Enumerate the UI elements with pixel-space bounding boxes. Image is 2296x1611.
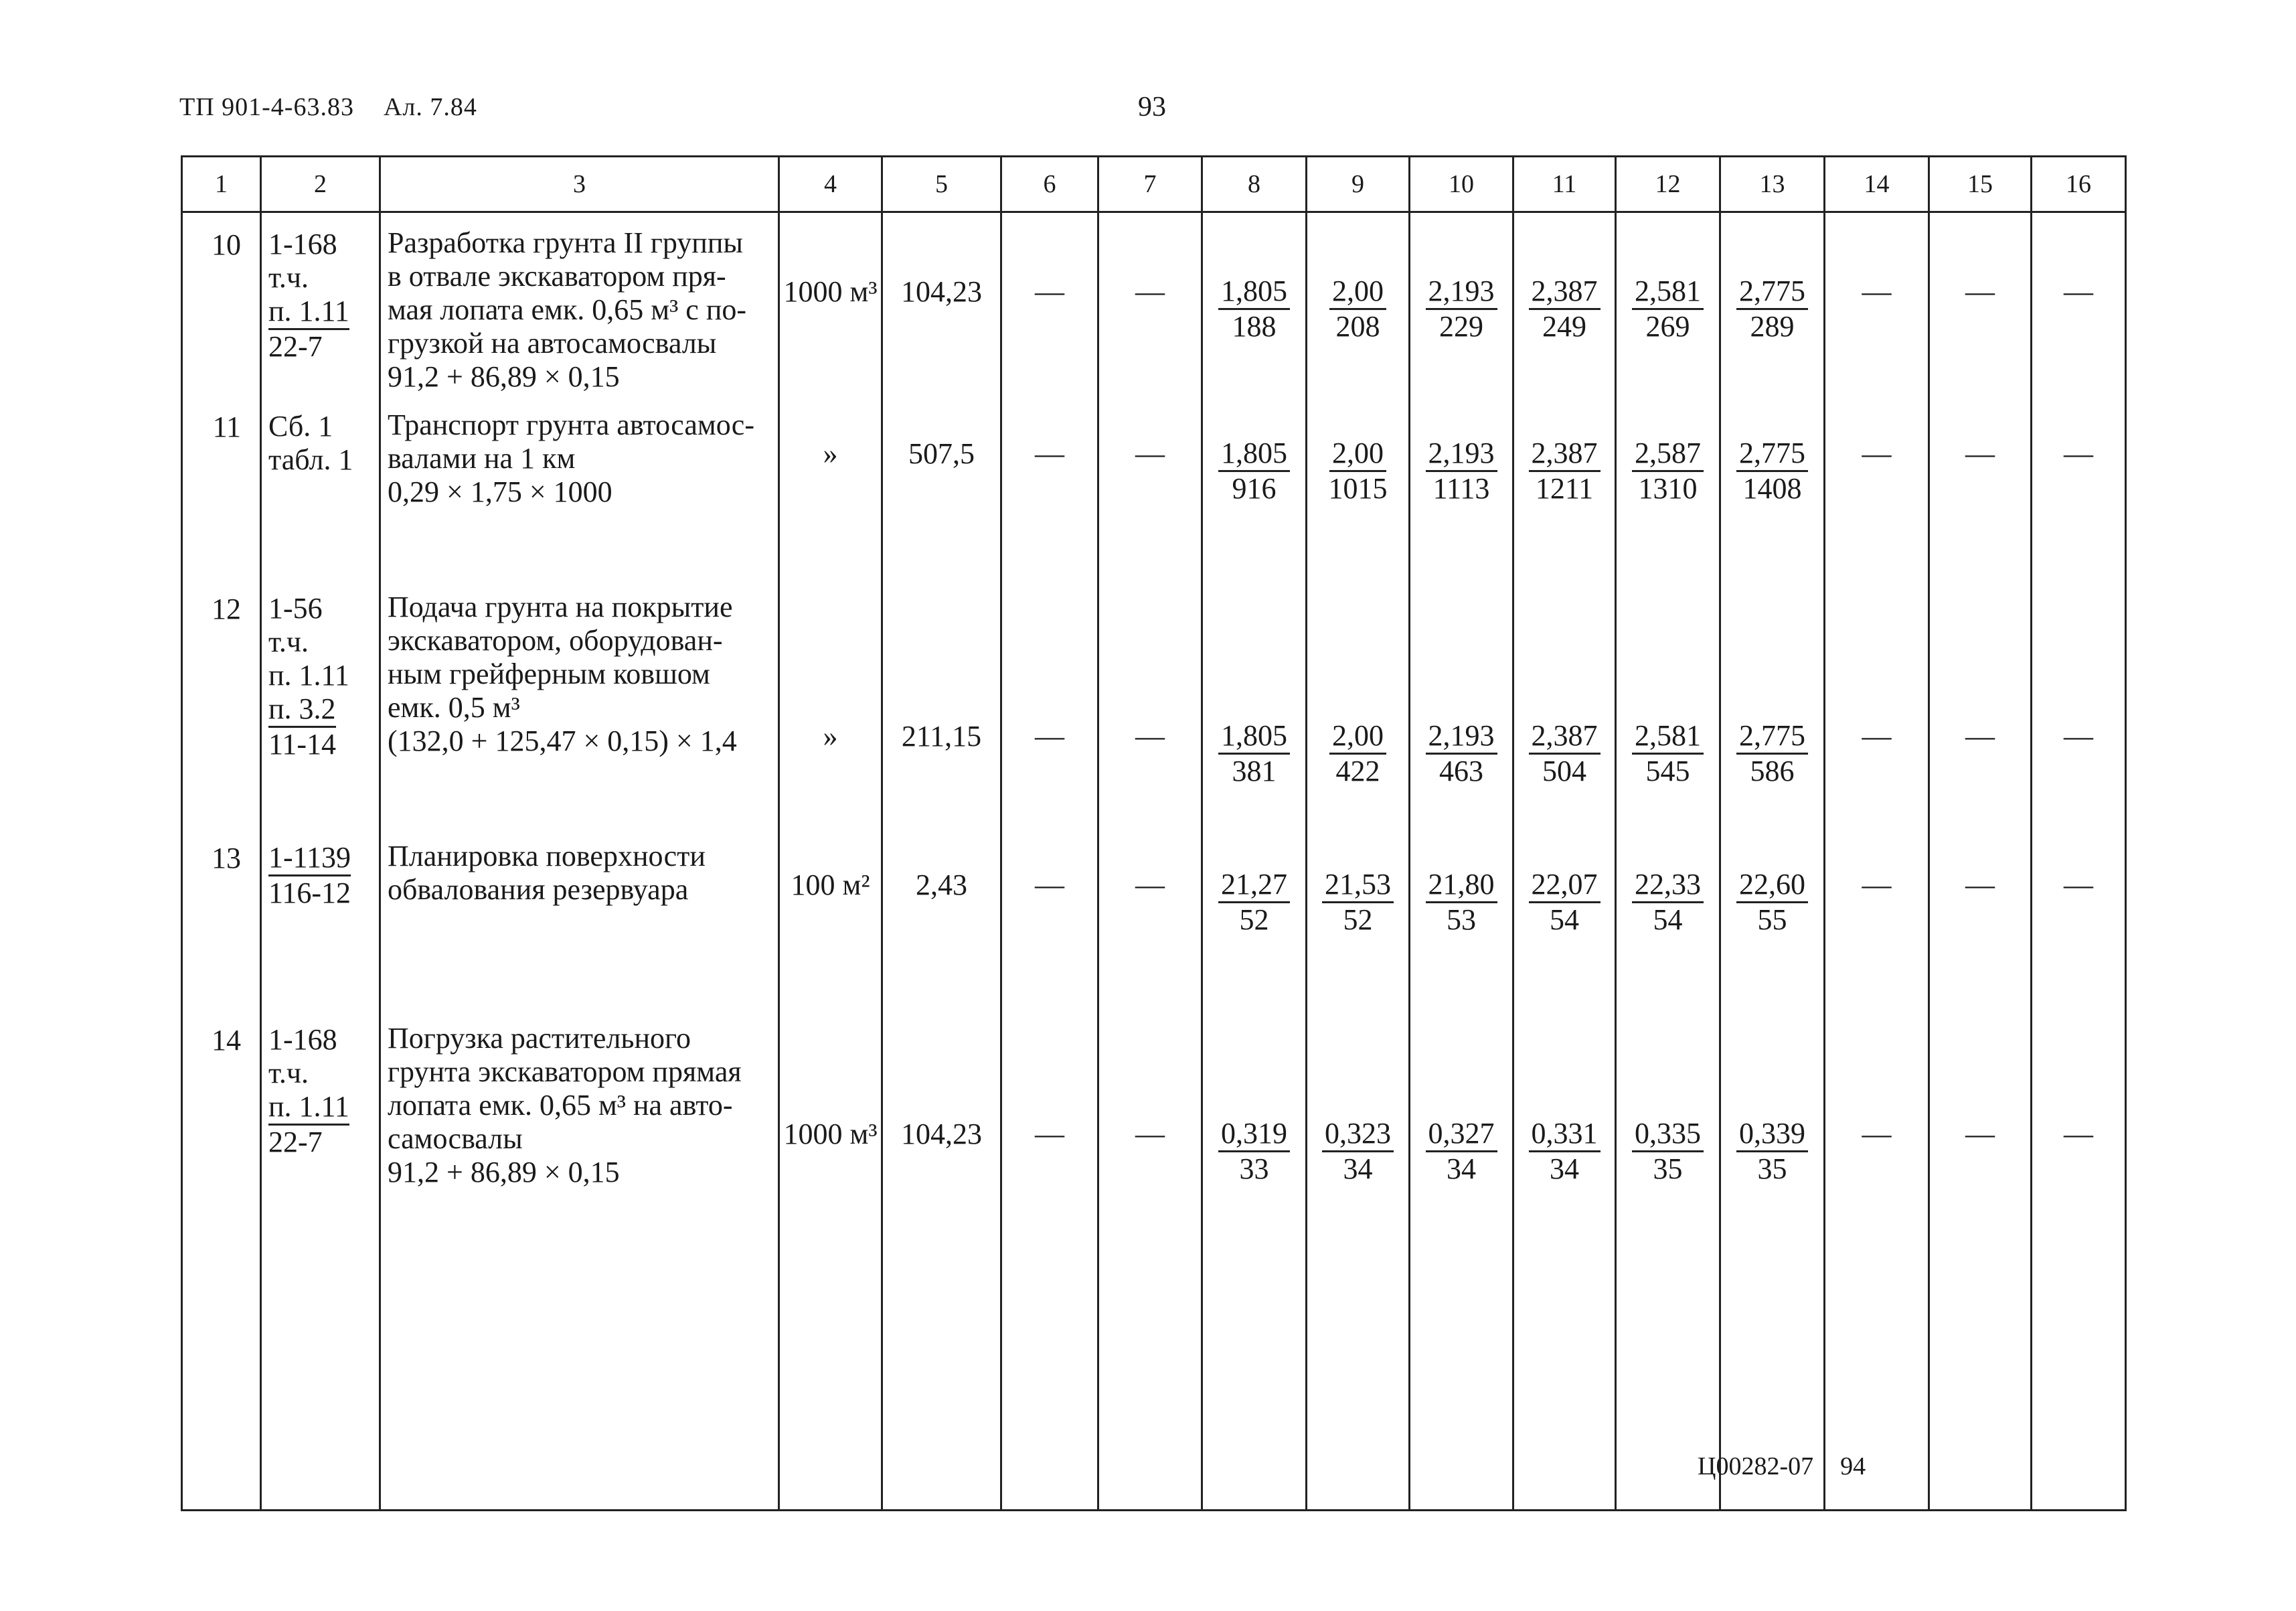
- c15-value: —: [1965, 437, 1995, 470]
- fraction-value: [1514, 437, 1615, 506]
- col7-value: —: [1135, 437, 1165, 470]
- fraction-numerator: 2,587: [1632, 437, 1704, 472]
- row-number: 13: [182, 826, 261, 1008]
- norm-reference: [261, 1008, 380, 1511]
- fraction-denominator: 916: [1232, 472, 1277, 505]
- c14-value: —: [1862, 868, 1892, 901]
- work-description-line: Транспорт грунта автосамос-: [388, 408, 754, 441]
- work-description-line: 0,29 × 1,75 × 1000: [388, 475, 612, 508]
- c14-value: —: [1862, 720, 1892, 753]
- fraction-value: [1307, 437, 1408, 506]
- c15-value: —: [1965, 275, 1995, 308]
- fraction-denominator: 1408: [1742, 472, 1802, 505]
- c16-value: —: [2064, 1118, 2093, 1150]
- col6-value: —: [1035, 437, 1064, 470]
- fraction-denominator: 289: [1750, 310, 1795, 343]
- norm-reference-line: п. 1.11: [268, 295, 349, 330]
- fraction-value: [1514, 1117, 1615, 1186]
- work-description-line: Погрузка растительного: [388, 1022, 691, 1055]
- quantity: 507,5: [908, 437, 975, 470]
- row-number: 11: [182, 395, 261, 577]
- col-header: 7: [1098, 157, 1202, 212]
- col6-value: —: [1035, 275, 1064, 308]
- fraction-denominator: 54: [1550, 903, 1579, 936]
- norm-reference: [261, 212, 380, 396]
- table-row: [182, 1008, 2126, 1511]
- fraction-numerator: 2,775: [1736, 275, 1808, 310]
- fraction-numerator: 21,80: [1426, 868, 1497, 903]
- col6-value: —: [1035, 1118, 1064, 1150]
- fraction-numerator: 2,193: [1426, 719, 1497, 755]
- work-description-line: (132,0 + 125,47 × 0,15) × 1,4: [388, 724, 737, 757]
- fraction-numerator: 2,193: [1426, 275, 1497, 310]
- fraction-denominator: 52: [1343, 903, 1373, 936]
- fraction-numerator: 22,33: [1632, 868, 1704, 903]
- document-header: [179, 92, 507, 122]
- fraction-value: [1307, 868, 1408, 937]
- col-header: 15: [1929, 157, 2032, 212]
- work-description: [380, 212, 779, 396]
- fraction-value: [1514, 719, 1615, 788]
- norm-reference-line: 1-56: [268, 592, 323, 625]
- col7-value: —: [1135, 275, 1165, 308]
- fraction-value: [1410, 868, 1512, 937]
- col-header: 4: [779, 157, 882, 212]
- fraction-denominator: 55: [1757, 903, 1787, 936]
- work-description: [380, 395, 779, 577]
- norm-reference-line: т.ч.: [268, 625, 309, 658]
- fraction-value: [1721, 437, 1823, 506]
- fraction-numerator: 22,07: [1529, 868, 1601, 903]
- work-description-line: Подача грунта на покрытие: [388, 591, 733, 623]
- work-description-line: 91,2 + 86,89 × 0,15: [388, 360, 620, 393]
- fraction-denominator: 35: [1757, 1152, 1787, 1185]
- unit-of-measure: 100 м²: [791, 868, 870, 901]
- fraction-numerator: 2,387: [1529, 719, 1601, 755]
- table-row: [182, 577, 2126, 826]
- c14-value: —: [1862, 275, 1892, 308]
- fraction-value: [1307, 1117, 1408, 1186]
- norm-reference-line: 11-14: [268, 728, 337, 761]
- fraction-numerator: 21,27: [1218, 868, 1290, 903]
- fraction-value: [1721, 275, 1823, 343]
- fraction-denominator: 208: [1335, 310, 1380, 343]
- fraction-numerator: 0,339: [1736, 1117, 1808, 1152]
- fraction-numerator: 2,00: [1329, 437, 1386, 472]
- unit-of-measure: »: [823, 720, 838, 753]
- c15-value: —: [1965, 1118, 1995, 1150]
- fraction-value: [1410, 1117, 1512, 1186]
- table-row: [182, 826, 2126, 1008]
- quantity: 211,15: [901, 720, 982, 753]
- fraction-denominator: 52: [1239, 903, 1269, 936]
- fraction-denominator: 586: [1750, 755, 1795, 787]
- fraction-numerator: 21,53: [1322, 868, 1394, 903]
- quantity: 104,23: [901, 275, 982, 308]
- footer-page: 94: [1840, 1452, 1866, 1480]
- row-number: 12: [182, 577, 261, 826]
- fraction-value: [1203, 719, 1305, 788]
- col-header: 16: [2032, 157, 2126, 212]
- col-header: 2: [261, 157, 380, 212]
- fraction-value: [1410, 719, 1512, 788]
- fraction-denominator: 188: [1232, 310, 1277, 343]
- col6-value: —: [1035, 720, 1064, 753]
- fraction-value: [1721, 719, 1823, 788]
- norm-reference-line: 116-12: [268, 876, 351, 909]
- c15-value: —: [1965, 868, 1995, 901]
- table-body: [182, 212, 2126, 1511]
- fraction-value: [1307, 275, 1408, 343]
- col7-value: —: [1135, 720, 1165, 753]
- work-description-line: Планировка поверхности: [388, 840, 706, 872]
- col-header: 9: [1307, 157, 1410, 212]
- fraction-numerator: 2,00: [1329, 275, 1386, 310]
- c16-value: —: [2064, 437, 2093, 470]
- estimate-table: [181, 155, 2127, 1511]
- fraction-numerator: 2,581: [1632, 719, 1704, 755]
- col-header: 8: [1202, 157, 1307, 212]
- fraction-denominator: 381: [1232, 755, 1277, 787]
- fraction-denominator: 54: [1653, 903, 1683, 936]
- col-header: 1: [182, 157, 261, 212]
- fraction-value: [1617, 275, 1719, 343]
- work-description-line: ным грейферным ковшом: [388, 658, 710, 690]
- col-header: 5: [882, 157, 1001, 212]
- norm-reference-line: 1-168: [268, 1023, 337, 1056]
- norm-reference-line: Сб. 1: [268, 410, 333, 443]
- quantity: 2,43: [916, 868, 967, 901]
- fraction-value: [1410, 437, 1512, 506]
- fraction-numerator: 0,327: [1426, 1117, 1497, 1152]
- fraction-value: [1514, 275, 1615, 343]
- fraction-value: [1617, 437, 1719, 506]
- row-number: 10: [182, 212, 261, 396]
- norm-reference-line: 1-1139: [268, 841, 351, 876]
- fraction-value: [1617, 868, 1719, 937]
- fraction-denominator: 504: [1542, 755, 1586, 787]
- unit-of-measure: 1000 м³: [783, 1118, 878, 1150]
- norm-reference-line: п. 1.11: [268, 1090, 349, 1126]
- norm-reference-line: т.ч.: [268, 261, 309, 294]
- fraction-denominator: 229: [1439, 310, 1483, 343]
- norm-reference-line: табл. 1: [268, 443, 353, 476]
- fraction-numerator: 2,00: [1329, 719, 1386, 755]
- col-header: 12: [1616, 157, 1720, 212]
- unit-of-measure: »: [823, 437, 838, 470]
- fraction-denominator: 1113: [1432, 472, 1490, 505]
- work-description: [380, 826, 779, 1008]
- col-header: 3: [380, 157, 779, 212]
- fraction-denominator: 34: [1447, 1152, 1476, 1185]
- row-number: 14: [182, 1008, 261, 1511]
- c16-value: —: [2064, 720, 2093, 753]
- fraction-denominator: 1310: [1638, 472, 1698, 505]
- c16-value: —: [2064, 275, 2093, 308]
- fraction-numerator: 2,581: [1632, 275, 1704, 310]
- fraction-denominator: 1015: [1328, 472, 1388, 505]
- norm-reference-line: п. 3.2: [268, 692, 336, 728]
- fraction-denominator: 34: [1343, 1152, 1373, 1185]
- fraction-value: [1721, 1117, 1823, 1186]
- fraction-numerator: 1,805: [1218, 275, 1290, 310]
- work-description: [380, 1008, 779, 1511]
- col-header: 10: [1410, 157, 1513, 212]
- col-header: 13: [1720, 157, 1825, 212]
- fraction-numerator: 1,805: [1218, 719, 1290, 755]
- fraction-value: [1203, 868, 1305, 937]
- work-description-line: Разработка грунта II группы: [388, 226, 743, 259]
- fraction-value: [1203, 275, 1305, 343]
- unit-of-measure: 1000 м³: [783, 275, 878, 308]
- fraction-numerator: 0,323: [1322, 1117, 1394, 1152]
- work-description-line: мая лопата емк. 0,65 м³ с по-: [388, 293, 747, 326]
- work-description-line: экскаватором, оборудован-: [388, 624, 723, 657]
- work-description-line: валами на 1 км: [388, 442, 576, 475]
- norm-reference: [261, 577, 380, 826]
- fraction-value: [1203, 437, 1305, 506]
- footer-code: Ц00282-07: [1698, 1452, 1814, 1480]
- fraction-value: [1410, 275, 1512, 343]
- fraction-numerator: 1,805: [1218, 437, 1290, 472]
- fraction-numerator: 2,193: [1426, 437, 1497, 472]
- album-number: Ал. 7.84: [383, 93, 477, 121]
- fraction-value: [1203, 1117, 1305, 1186]
- c15-value: —: [1965, 720, 1995, 753]
- work-description-line: лопата емк. 0,65 м³ на авто-: [388, 1089, 733, 1122]
- fraction-numerator: 0,335: [1632, 1117, 1704, 1152]
- fraction-numerator: 2,387: [1529, 275, 1601, 310]
- norm-reference-line: 22-7: [268, 1126, 323, 1158]
- quantity: 104,23: [901, 1118, 982, 1150]
- col6-value: —: [1035, 868, 1064, 901]
- fraction-denominator: 53: [1447, 903, 1476, 936]
- fraction-denominator: 35: [1653, 1152, 1683, 1185]
- fraction-numerator: 0,319: [1218, 1117, 1290, 1152]
- norm-reference-line: 22-7: [268, 330, 323, 363]
- doc-code: ТП 901-4-63.83: [179, 93, 354, 121]
- norm-reference: [261, 826, 380, 1008]
- fraction-value: [1721, 868, 1823, 937]
- fraction-numerator: 2,775: [1736, 719, 1808, 755]
- fraction-value: [1307, 719, 1408, 788]
- col-header: 11: [1513, 157, 1616, 212]
- table-row: [182, 395, 2126, 577]
- fraction-numerator: 2,775: [1736, 437, 1808, 472]
- work-description: [380, 577, 779, 826]
- fraction-denominator: 249: [1542, 310, 1586, 343]
- c14-value: —: [1862, 437, 1892, 470]
- fraction-denominator: 463: [1439, 755, 1483, 787]
- work-description-line: 91,2 + 86,89 × 0,15: [388, 1156, 620, 1188]
- page-number: 93: [1138, 92, 1166, 123]
- fraction-numerator: 0,331: [1529, 1117, 1601, 1152]
- col7-value: —: [1135, 868, 1165, 901]
- fraction-denominator: 545: [1645, 755, 1690, 787]
- work-description-line: емк. 0,5 м³: [388, 691, 520, 724]
- norm-reference: [261, 395, 380, 577]
- fraction-numerator: 22,60: [1736, 868, 1808, 903]
- col7-value: —: [1135, 1118, 1165, 1150]
- work-description-line: в отвале экскаватором пря-: [388, 260, 726, 293]
- table-row: [182, 212, 2126, 396]
- column-header-row: [182, 157, 2126, 212]
- fraction-denominator: 422: [1335, 755, 1380, 787]
- page-footer: [1698, 1452, 1892, 1481]
- fraction-denominator: 269: [1645, 310, 1690, 343]
- c16-value: —: [2064, 868, 2093, 901]
- fraction-numerator: 2,387: [1529, 437, 1601, 472]
- fraction-denominator: 1211: [1535, 472, 1594, 505]
- col-header: 6: [1001, 157, 1098, 212]
- work-description-line: грунта экскаватором прямая: [388, 1055, 742, 1088]
- fraction-denominator: 33: [1239, 1152, 1269, 1185]
- work-description-line: грузкой на автосамосвалы: [388, 327, 717, 360]
- col-header: 14: [1825, 157, 1929, 212]
- norm-reference-line: п. 1.11: [268, 659, 349, 692]
- norm-reference-line: 1-168: [268, 228, 337, 260]
- fraction-denominator: 34: [1550, 1152, 1579, 1185]
- fraction-value: [1514, 868, 1615, 937]
- c14-value: —: [1862, 1118, 1892, 1150]
- fraction-value: [1617, 1117, 1719, 1186]
- norm-reference-line: т.ч.: [268, 1057, 309, 1089]
- fraction-value: [1617, 719, 1719, 788]
- work-description-line: самосвалы: [388, 1122, 523, 1155]
- work-description-line: обвалования резервуара: [388, 873, 689, 906]
